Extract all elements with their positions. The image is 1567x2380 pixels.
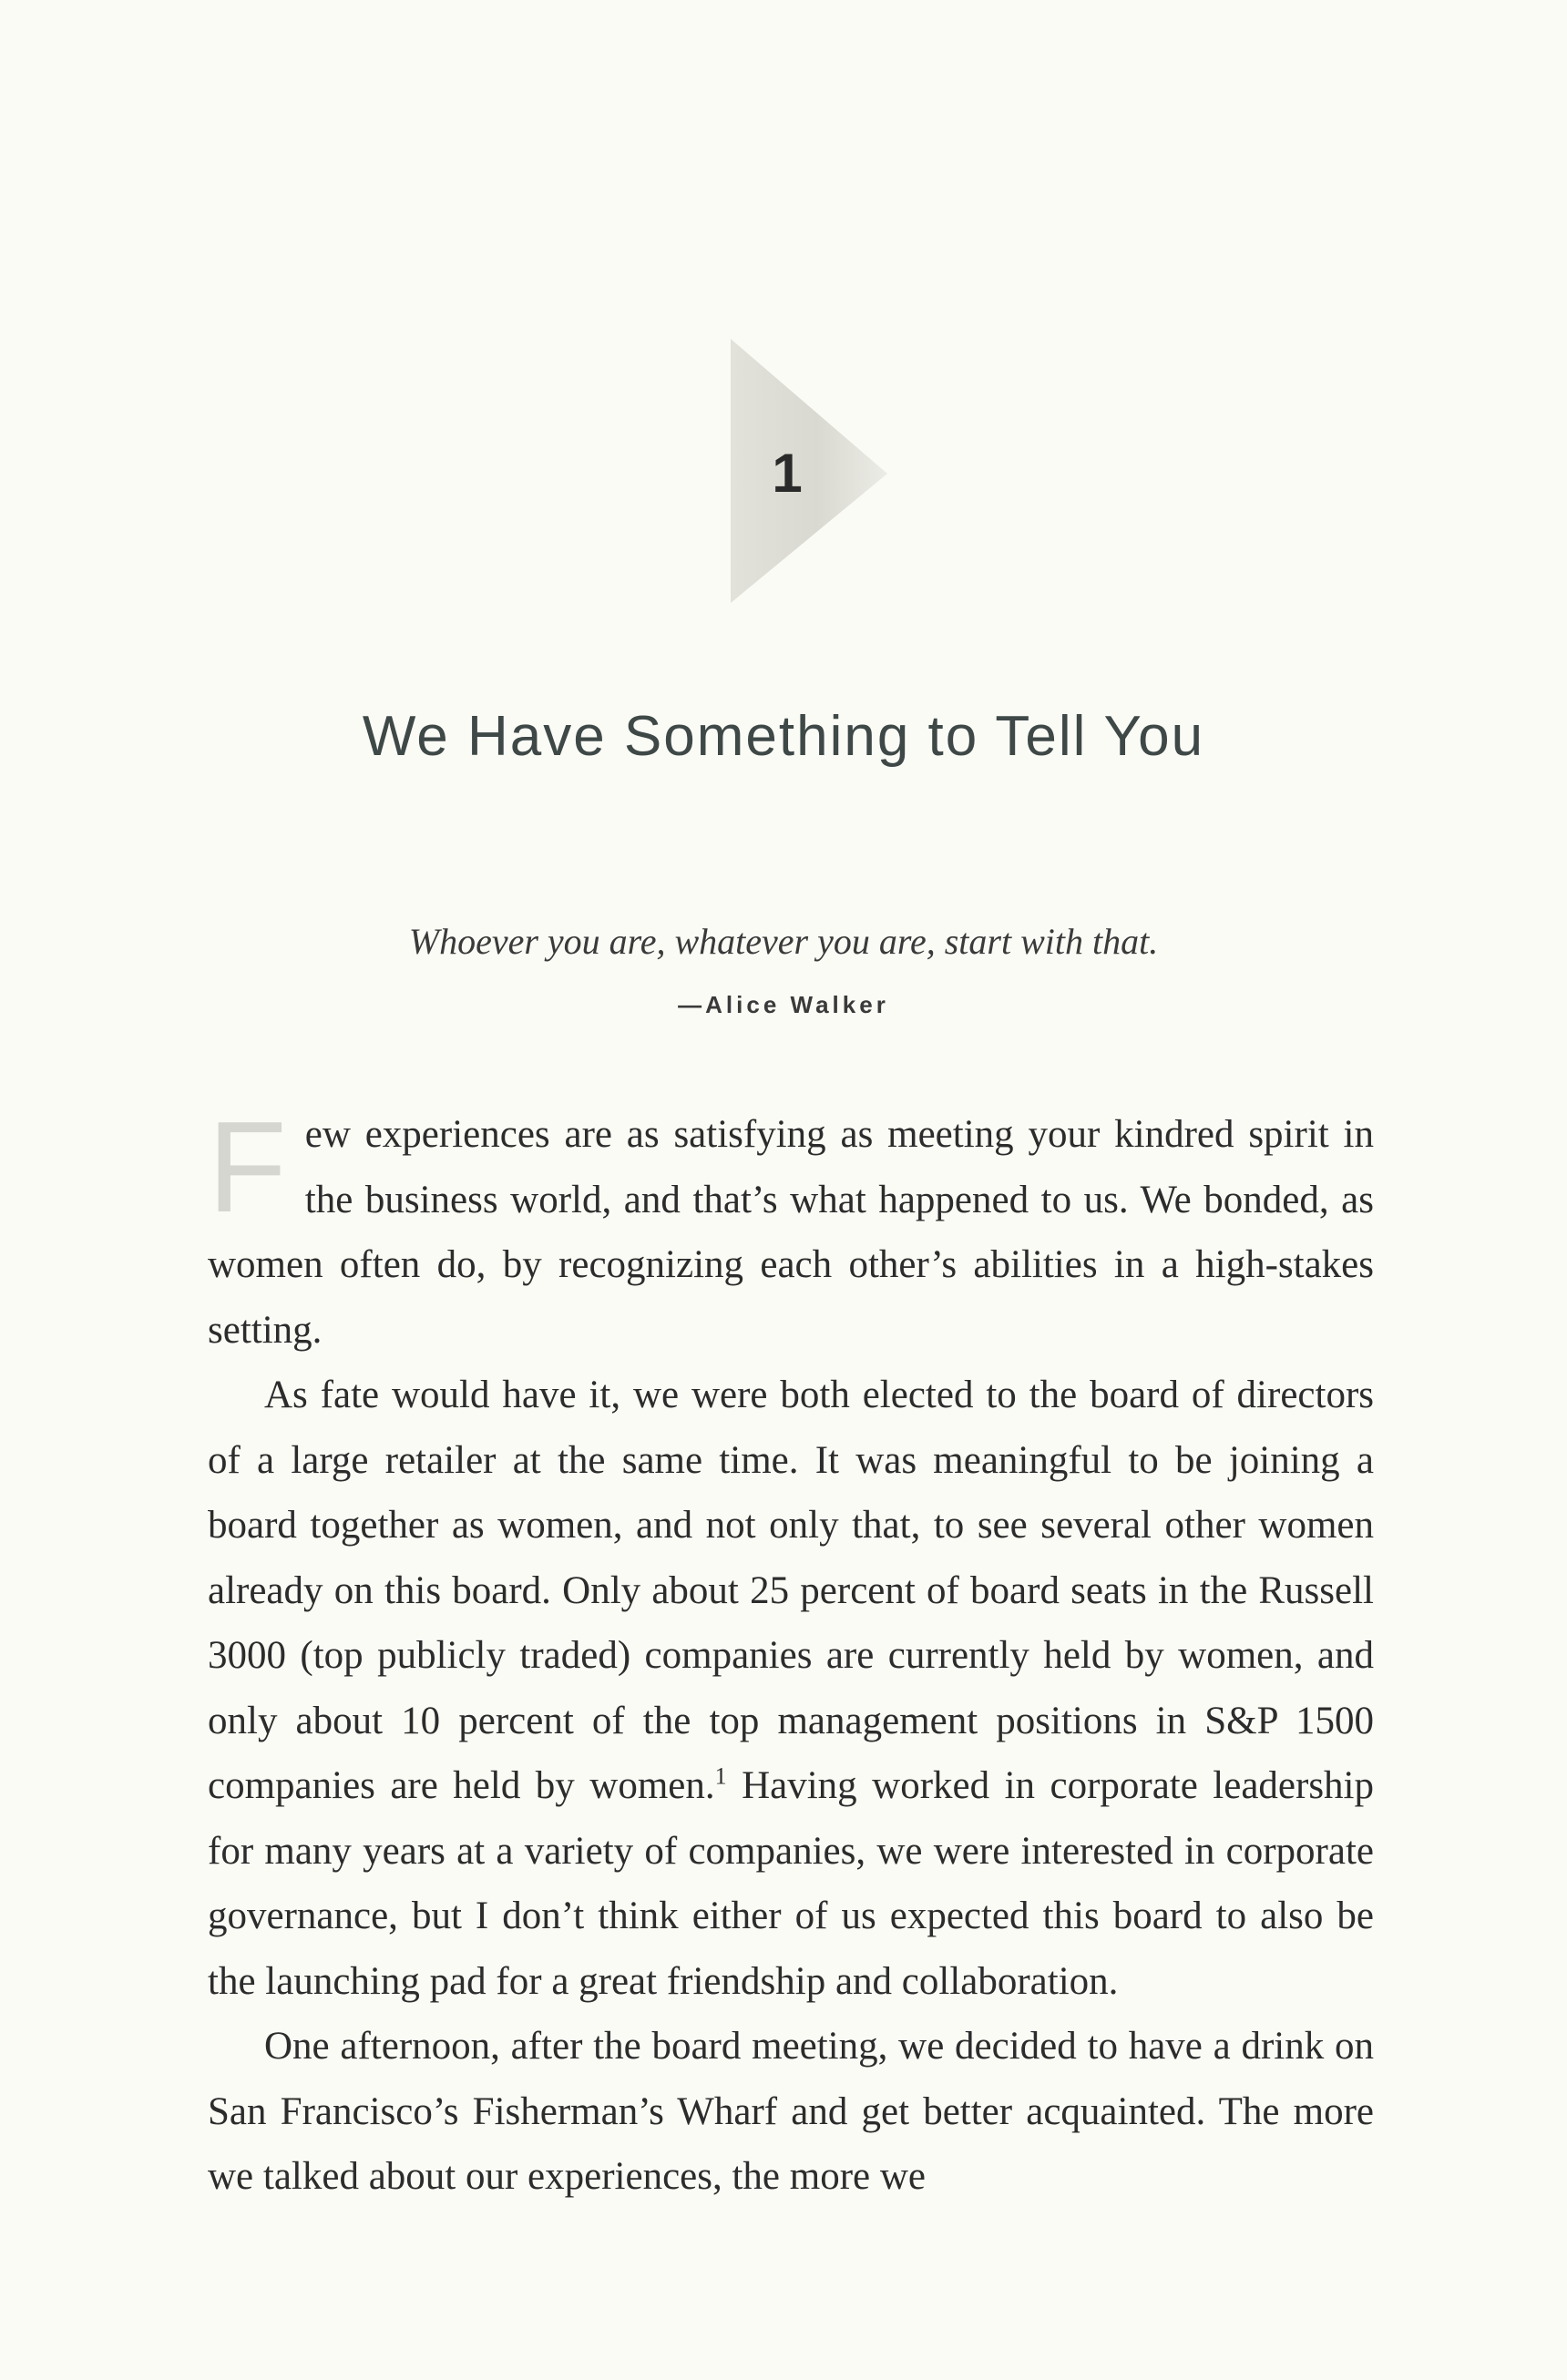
epigraph-attribution: —Alice Walker bbox=[678, 991, 889, 1018]
footnote-marker: 1 bbox=[714, 1762, 727, 1790]
body-text bbox=[208, 1095, 1374, 2210]
drop-cap: F bbox=[208, 1095, 287, 1240]
chapter-number: 1 bbox=[772, 443, 803, 504]
chapter-marker bbox=[727, 339, 887, 603]
paragraph-2 bbox=[208, 1363, 1374, 2014]
paragraph-1 bbox=[208, 1095, 1374, 1363]
epigraph-quote: Whoever you are, whatever you are, start with that. bbox=[408, 921, 1159, 962]
paragraph-1-text: ew experiences are as satisfying as meeting your kindred spirit in the business world, and that’s what happened to us. We bonded, as women often do, by recognizing each other’s abilities in a high-stakes setting. bbox=[208, 1113, 1374, 1352]
paragraph-3: One afternoon, after the board meeting, we decided to have a drink on San Francisco’s Fisherman’s Wharf and get better acquainted. The more we talked about our experiences, the more we bbox=[208, 2025, 1374, 2198]
chapter-title: We Have Something to Tell You bbox=[362, 705, 1205, 768]
paragraph-2-text-b: Having worked in corporate leadership for many years at a variety of companies, we were interested in corporate governance, but I don’t think either of us expected this board to also be the launching pad for a great friendship and collaboration. bbox=[208, 1764, 1374, 2003]
paragraph-2-text-a: As fate would have it, we were both elected to the board of directors of a large retailer at the same time. It was meaningful to be joining a board together as women, and not only that, to see several other women already on this board. Only about 25 percent of board seats in the Russell 3000 (top publicly traded) companies are currently held by women, and only about 10 percent of the top management positions in S&P 1500 companies are held by women. bbox=[208, 1374, 1374, 1807]
